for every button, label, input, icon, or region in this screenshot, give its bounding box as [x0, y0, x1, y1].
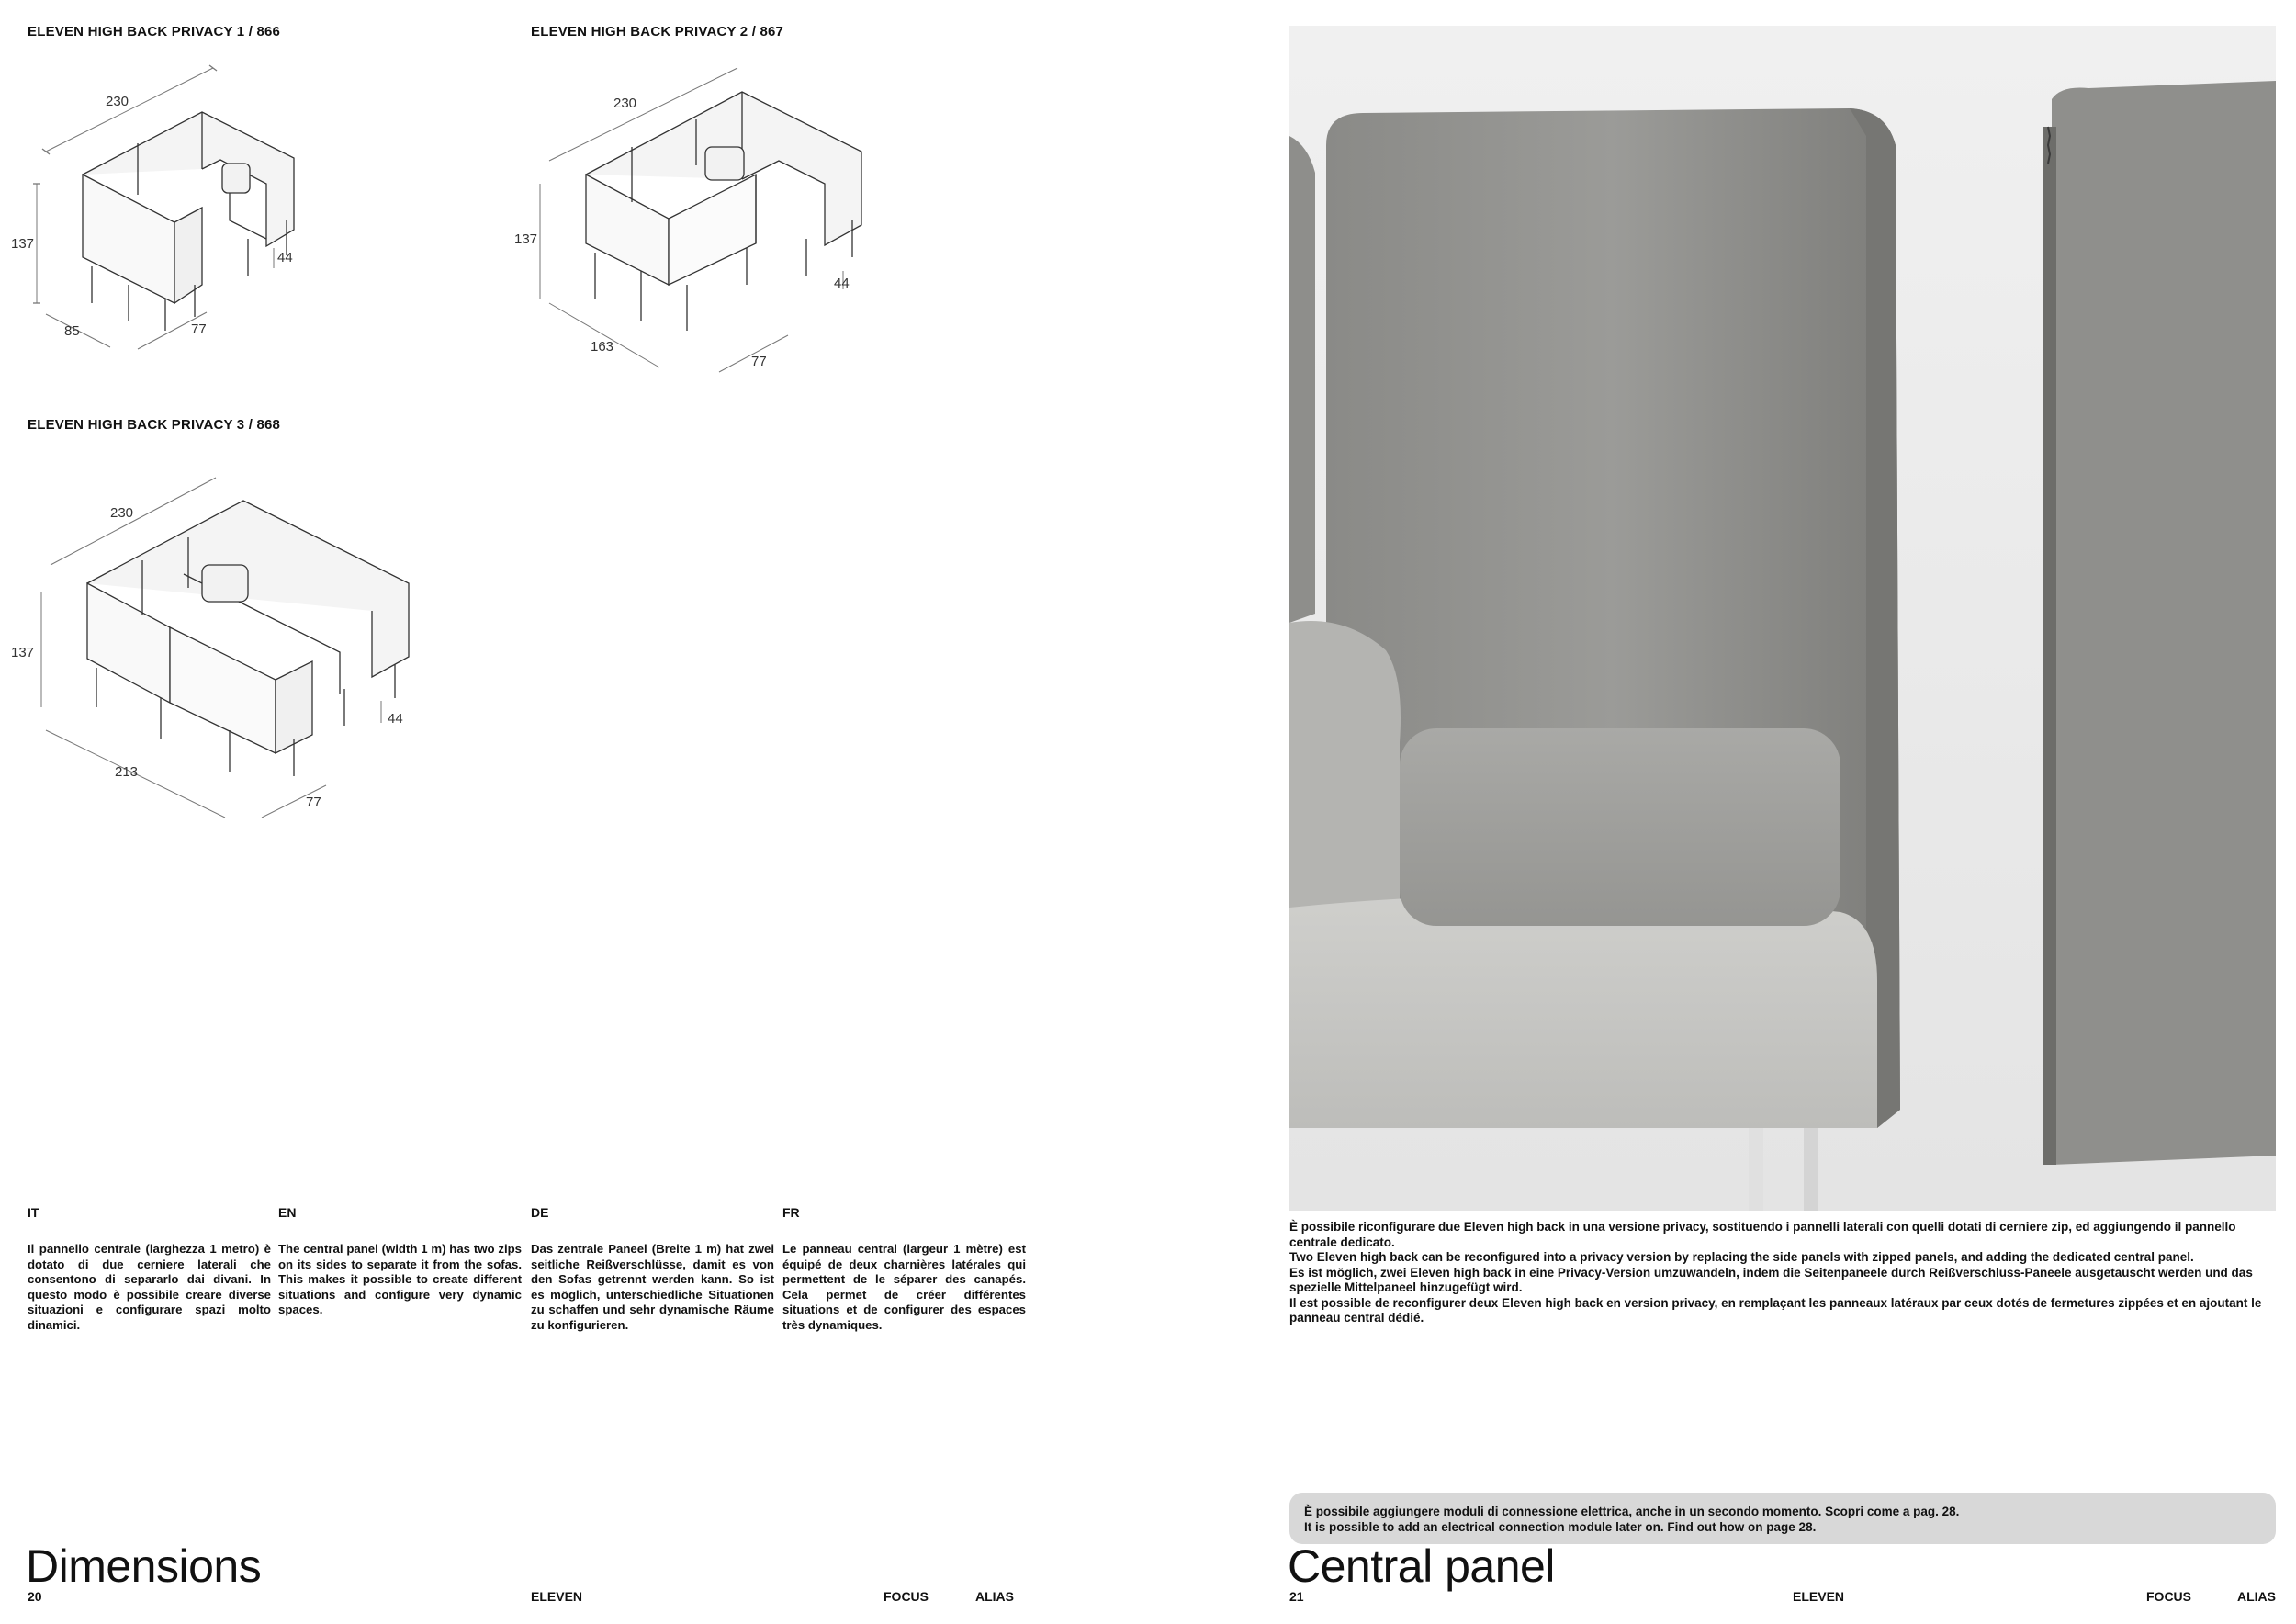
page-title-right: Central panel [1288, 1540, 1555, 1592]
note-en: It is possible to add an electrical connection module later on. Find out how on page 28. [1304, 1520, 1817, 1534]
text-column-de [531, 1205, 774, 1333]
caption-en: Two Eleven high back can be reconfigured into a privacy version by replacing the side panels with zipped panels, and adding the dedicated central panel. [1289, 1250, 2194, 1264]
footer-section-left: FOCUS [884, 1589, 929, 1604]
footer-company-left: ALIAS [975, 1589, 1014, 1604]
dim-depth-1: 85 [64, 323, 80, 339]
product-photo [1289, 26, 2276, 1211]
description-it: Il pannello centrale (larghezza 1 metro) è dotato di due cerniere laterali che consentono di separarlo dai divani. In questo modo è possibile creare diverse situazioni e configurare spazi molto dinamici. [28, 1242, 271, 1332]
language-code-de: DE [531, 1205, 549, 1220]
footer-section-right: FOCUS [2146, 1589, 2191, 1604]
language-code-en: EN [278, 1205, 297, 1220]
product-drawing-1 [11, 55, 331, 349]
product-heading-3: ELEVEN HIGH BACK PRIVACY 3 / 868 [28, 417, 281, 433]
dim-module-3: 77 [306, 795, 321, 810]
dim-seat-3: 44 [388, 711, 403, 727]
page-number-left: 20 [28, 1589, 42, 1604]
caption-it: È possibile riconfigurare due Eleven high back in una versione privacy, sostituendo i pannelli laterali con quelli dotati di cerniere zip, ed aggiungendo il pannello centrale dedicato. [1289, 1220, 2236, 1249]
caption-de: Es ist möglich, zwei Eleven high back in eine Privacy-Version umzuwandeln, indem die Seitenpaneele durch Reißverschluss-Paneele ausgetauscht werden und das spezielle Mittelpaneel hinzugefügt wird. [1289, 1265, 2253, 1294]
dim-module-2: 77 [751, 354, 767, 369]
dim-seat-2: 44 [834, 276, 850, 291]
description-de: Das zentrale Paneel (Breite 1 m) hat zwei seitliche Reißverschlüsse, damit es von den Sofas getrennt werden kann. So ist es möglich, unterschiedliche Situationen zu schaffen und sehr dynamische Räume zu konfigurieren. [531, 1242, 774, 1332]
dim-height-1: 137 [11, 236, 35, 252]
product-heading-2: ELEVEN HIGH BACK PRIVACY 2 / 867 [531, 24, 784, 39]
dim-width-1: 230 [106, 94, 129, 109]
note-it: È possibile aggiungere moduli di connessione elettrica, anche in un secondo momento. Scopri come a pag. 28. [1304, 1505, 1960, 1518]
dim-width-3: 230 [110, 505, 134, 521]
page-title-left: Dimensions [26, 1540, 262, 1592]
product-drawing-3 [11, 464, 432, 822]
dim-depth-3: 213 [115, 764, 139, 780]
text-column-it [28, 1205, 271, 1333]
footer-brand-right: ELEVEN [1793, 1589, 1845, 1604]
description-fr: Le panneau central (largeur 1 mètre) est équipé de deux charnières latérales qui permettent de le séparer des canapés. Cela permet de créer différentes situations et de configurer des espaces très dynamiques. [782, 1242, 1026, 1332]
info-note-box [1289, 1493, 2276, 1544]
text-column-fr [782, 1205, 1026, 1333]
footer-brand-left: ELEVEN [531, 1589, 583, 1604]
description-en: The central panel (width 1 m) has two zips on its sides to separate it from the sofas. This makes it possible to create different situations and configure very dynamic spaces. [278, 1242, 522, 1316]
footer-company-right: ALIAS [2237, 1589, 2276, 1604]
dim-width-2: 230 [613, 96, 637, 111]
caption-fr: Il est possible de reconfigurer deux Eleven high back en version privacy, en remplaçant les panneaux latéraux par ceux dotés de fermetures zippées et en ajoutant le panneau central dédié. [1289, 1295, 2262, 1325]
page-number-right: 21 [1289, 1589, 1304, 1604]
text-column-en [278, 1205, 522, 1318]
dim-depth-2: 163 [591, 339, 614, 355]
dim-seat-1: 44 [277, 250, 293, 265]
dim-module-1: 77 [191, 321, 207, 337]
photo-caption [1289, 1220, 2276, 1326]
dim-height-2: 137 [514, 231, 538, 247]
dim-height-3: 137 [11, 645, 35, 660]
language-code-it: IT [28, 1205, 39, 1220]
product-heading-1: ELEVEN HIGH BACK PRIVACY 1 / 866 [28, 24, 281, 39]
language-code-fr: FR [782, 1205, 800, 1220]
product-drawing-2 [514, 55, 889, 377]
